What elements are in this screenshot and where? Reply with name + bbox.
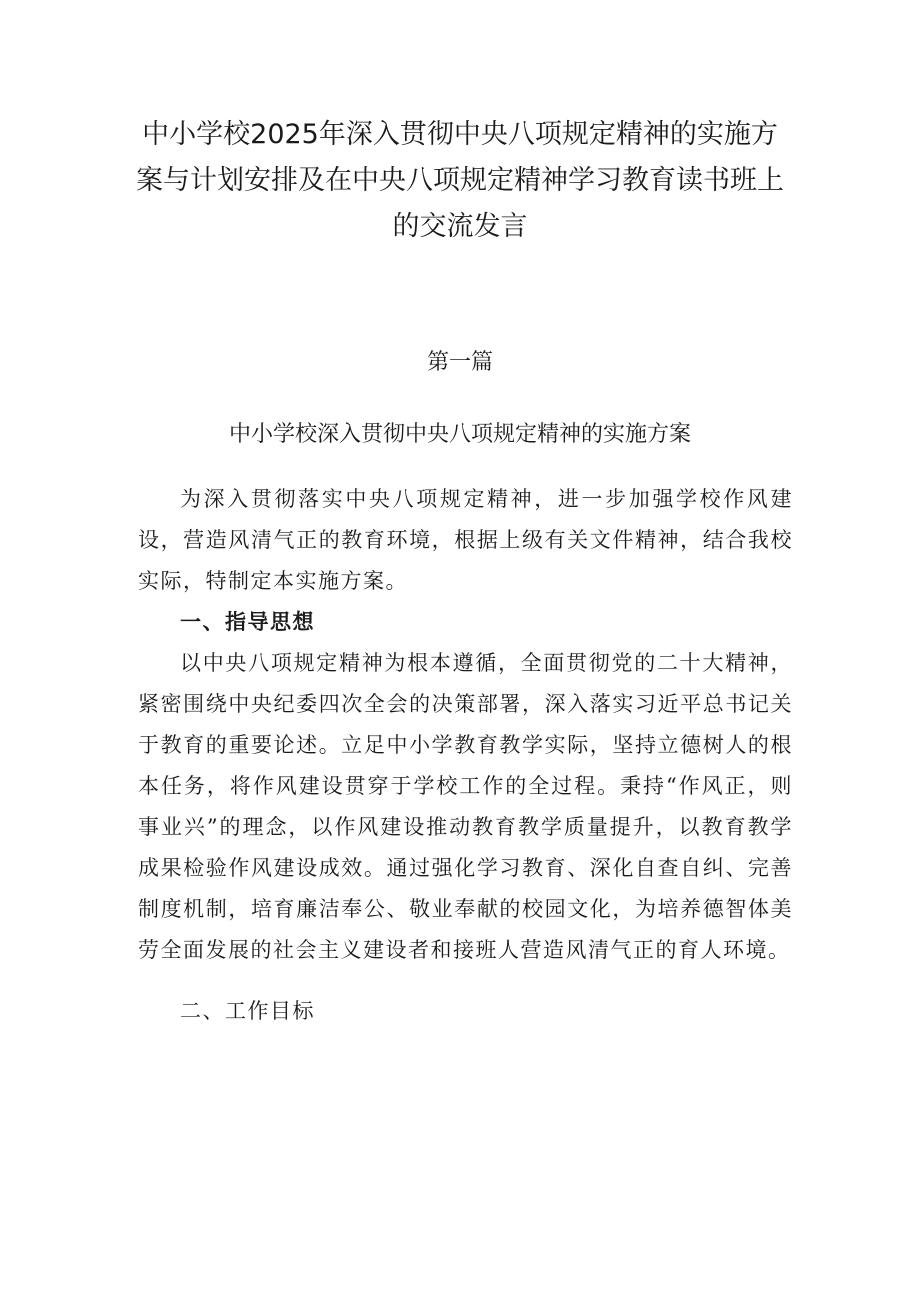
intro-paragraph: 为深入贯彻落实中央八项规定精神，进一步加强学校作风建设，营造风清气正的教育环境，根据上级有关文件精神，结合我校实际，特制定本实施方案。 — [138, 487, 793, 593]
document-title: 中小学校2025年深入贯彻中央八项规定精神的实施方案与计划安排及在中央八项规定精神学习教育读书班上的交流发言 — [136, 119, 784, 242]
document-body — [138, 479, 793, 1032]
part-label: 第一篇 — [426, 350, 493, 375]
guiding-ideology-paragraph: 以中央八项规定精神为根本遵循，全面贯彻党的二十大精神，紧密围绕中央纪委四次全会的决策部署，深入落实习近平总书记关于教育的重要论述。立足中小学教育教学实际，坚持立德树人的根本任务，将作风建设贯穿于学校工作的全过程。秉持“作风正，则事业兴”的理念，以作风建设推动教育教学质量提升，以教育教学成果检验作风建设成效。通过强化学习教育、深化自查自纠、完善制度机制，培育廉洁奉公、敬业奉献的校园文化，为培养德智体美劳全面发展的社会主义建设者和接班人营造风清气正的育人环境。 — [138, 651, 793, 962]
heading-work-goals: 二、工作目标 — [180, 999, 315, 1023]
section-title: 中小学校深入贯彻中央八项规定精神的实施方案 — [228, 422, 691, 447]
heading-guiding-ideology: 一、指导思想 — [180, 610, 315, 634]
